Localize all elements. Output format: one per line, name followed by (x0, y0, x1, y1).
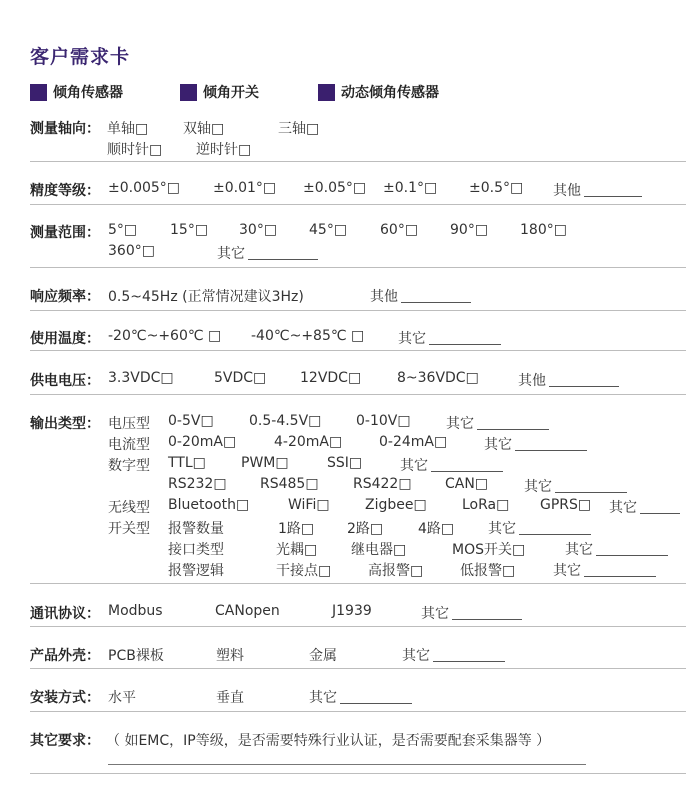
temp-label: 使用温度： (30, 331, 100, 347)
other-req-label: 其它要求： (30, 733, 100, 749)
output-option[interactable]: Bluetooth□ (168, 497, 250, 513)
divider (30, 161, 686, 162)
output-option[interactable]: 继电器□ (351, 542, 407, 558)
switch-subtype: 接口类型 (168, 542, 224, 558)
temp-option[interactable]: -20℃~+60℃ □ (108, 328, 222, 344)
range-option[interactable]: 30°□ (239, 222, 278, 238)
divider (30, 350, 686, 351)
housing-label: 产品外壳： (30, 648, 100, 664)
axis-option[interactable]: 逆时针□ (196, 142, 252, 158)
power-option[interactable]: 3.3VDC□ (108, 370, 174, 386)
output-option[interactable]: 0-5V□ (168, 413, 214, 429)
fill-line[interactable] (340, 690, 412, 704)
range-option[interactable]: 90°□ (450, 222, 489, 238)
output-other[interactable]: 其它 (446, 413, 549, 433)
mount-label: 安装方式： (30, 690, 100, 706)
output-label: 输出类型： (30, 416, 100, 432)
output-option[interactable]: 低报警□ (460, 563, 516, 579)
category-tilt-sensor[interactable]: 倾角传感器 (30, 82, 123, 102)
range-option[interactable]: 5°□ (108, 222, 138, 238)
divider (30, 204, 686, 205)
fill-line[interactable] (477, 416, 549, 430)
output-option[interactable]: 高报警□ (368, 563, 424, 579)
output-option[interactable]: GPRS□ (540, 497, 592, 513)
fill-line[interactable] (429, 331, 501, 345)
power-option[interactable]: 5VDC□ (214, 370, 267, 386)
fill-line[interactable] (584, 563, 656, 577)
fill-line[interactable] (596, 542, 668, 556)
temp-other[interactable]: 其它 (398, 328, 501, 348)
output-other[interactable]: 其它 (484, 434, 587, 454)
output-other[interactable]: 其它 (609, 497, 680, 517)
switch-subtype: 报警逻辑 (168, 563, 224, 579)
output-other[interactable]: 其它 (524, 476, 627, 496)
output-option[interactable]: LoRa□ (462, 497, 510, 513)
housing-option[interactable]: 塑料 (216, 648, 244, 664)
divider (30, 267, 686, 268)
accuracy-option[interactable]: ±0.05°□ (303, 180, 367, 196)
output-other[interactable]: 其它 (488, 518, 591, 538)
fill-line[interactable] (555, 479, 627, 493)
power-other[interactable]: 其他 (518, 370, 619, 390)
divider (30, 773, 686, 774)
accuracy-label: 精度等级： (30, 183, 100, 199)
divider (30, 668, 686, 669)
protocol-label: 通讯协议： (30, 606, 100, 622)
freq-label: 响应频率： (30, 289, 100, 305)
fill-line[interactable] (549, 373, 619, 387)
divider (30, 711, 686, 712)
output-other[interactable]: 其它 (400, 455, 503, 475)
fill-line[interactable] (519, 521, 591, 535)
power-option[interactable]: 12VDC□ (300, 370, 362, 386)
power-option[interactable]: 8~36VDC□ (397, 370, 479, 386)
range-option[interactable]: 60°□ (380, 222, 419, 238)
category-marker (180, 84, 197, 101)
fill-line[interactable] (401, 289, 471, 303)
axis-option[interactable]: 三轴□ (278, 121, 320, 137)
output-option[interactable]: SSI□ (327, 455, 363, 471)
temp-option[interactable]: -40℃~+85℃ □ (251, 328, 365, 344)
axis-option[interactable]: 双轴□ (183, 121, 225, 137)
output-option[interactable]: 光耦□ (276, 542, 318, 558)
range-other[interactable]: 其它 (217, 243, 318, 263)
range-option[interactable]: 15°□ (170, 222, 209, 238)
protocol-option[interactable]: J1939 (332, 603, 372, 619)
output-option[interactable]: RS485□ (260, 476, 319, 492)
accuracy-option[interactable]: ±0.01°□ (213, 180, 277, 196)
output-option[interactable]: PWM□ (241, 455, 289, 471)
page-title: 客户需求卡 (30, 46, 131, 68)
range-option[interactable]: 45°□ (309, 222, 348, 238)
axis-label: 测量轴向： (30, 121, 100, 137)
fill-line[interactable] (433, 648, 505, 662)
accuracy-option[interactable]: ±0.5°□ (469, 180, 524, 196)
divider (30, 583, 686, 584)
other-req-fill-line[interactable] (108, 764, 586, 765)
output-switch-type: 开关型 (108, 521, 150, 537)
fill-line[interactable] (431, 458, 503, 472)
output-option[interactable]: CAN□ (445, 476, 489, 492)
output-option[interactable]: 0-24mA□ (379, 434, 448, 450)
output-option[interactable]: 0.5-4.5V□ (249, 413, 322, 429)
output-wireless-type: 无线型 (108, 500, 150, 516)
range-option[interactable]: 180°□ (520, 222, 567, 238)
housing-other[interactable]: 其它 (402, 645, 505, 665)
output-other[interactable]: 其它 (565, 539, 668, 559)
output-option[interactable]: 2路□ (347, 521, 384, 537)
output-option[interactable]: 干接点□ (276, 563, 332, 579)
output-option[interactable]: 4-20mA□ (274, 434, 343, 450)
output-option[interactable]: 4路□ (418, 521, 455, 537)
output-option[interactable]: RS422□ (353, 476, 412, 492)
axis-option[interactable]: 顺时针□ (107, 142, 163, 158)
category-marker (318, 84, 335, 101)
range-label: 测量范围： (30, 225, 100, 241)
protocol-option[interactable]: Modbus (108, 603, 163, 619)
housing-option[interactable]: PCB裸板 (108, 648, 164, 664)
mount-option[interactable]: 水平 (108, 690, 136, 706)
divider (30, 310, 686, 311)
accuracy-option[interactable]: ±0.005°□ (108, 180, 181, 196)
axis-option[interactable]: 单轴□ (107, 121, 149, 137)
category-tilt-switch[interactable]: 倾角开关 (180, 82, 259, 102)
switch-subtype: 报警数量 (168, 521, 224, 537)
freq-value: 0.5~45Hz (正常情况建议3Hz) (108, 289, 304, 305)
output-option[interactable]: 1路□ (278, 521, 315, 537)
freq-other[interactable]: 其他 (370, 286, 471, 306)
category-marker (30, 84, 47, 101)
divider (30, 626, 686, 627)
output-digital-type: 数字型 (108, 458, 150, 474)
accuracy-other[interactable]: 其他 (553, 180, 642, 200)
fill-line[interactable] (248, 246, 318, 260)
power-label: 供电电压： (30, 373, 100, 389)
protocol-other[interactable]: 其它 (421, 603, 522, 623)
range-option[interactable]: 360°□ (108, 243, 155, 259)
accuracy-option[interactable]: ±0.1°□ (383, 180, 438, 196)
fill-line[interactable] (584, 183, 642, 197)
output-option[interactable]: WiFi□ (288, 497, 330, 513)
mount-option[interactable]: 垂直 (216, 690, 244, 706)
mount-other[interactable]: 其它 (309, 687, 412, 707)
output-option[interactable]: MOS开关□ (452, 542, 526, 558)
output-other[interactable]: 其它 (553, 560, 656, 580)
category-dynamic-tilt-sensor[interactable]: 动态倾角传感器 (318, 82, 439, 102)
output-voltage-type: 电压型 (108, 416, 150, 432)
output-option[interactable]: RS232□ (168, 476, 227, 492)
housing-option[interactable]: 金属 (309, 648, 337, 664)
output-option[interactable]: 0-10V□ (356, 413, 411, 429)
fill-line[interactable] (640, 500, 680, 514)
other-req-text: （ 如EMC，IP等级，是否需要特殊行业认证，是否需要配套采集器等 ） (106, 733, 551, 749)
output-option[interactable]: Zigbee□ (365, 497, 427, 513)
output-option[interactable]: 0-20mA□ (168, 434, 237, 450)
protocol-option[interactable]: CANopen (215, 603, 280, 619)
fill-line[interactable] (515, 437, 587, 451)
output-current-type: 电流型 (108, 437, 150, 453)
fill-line[interactable] (452, 606, 522, 620)
divider (30, 394, 686, 395)
output-option[interactable]: TTL□ (168, 455, 206, 471)
